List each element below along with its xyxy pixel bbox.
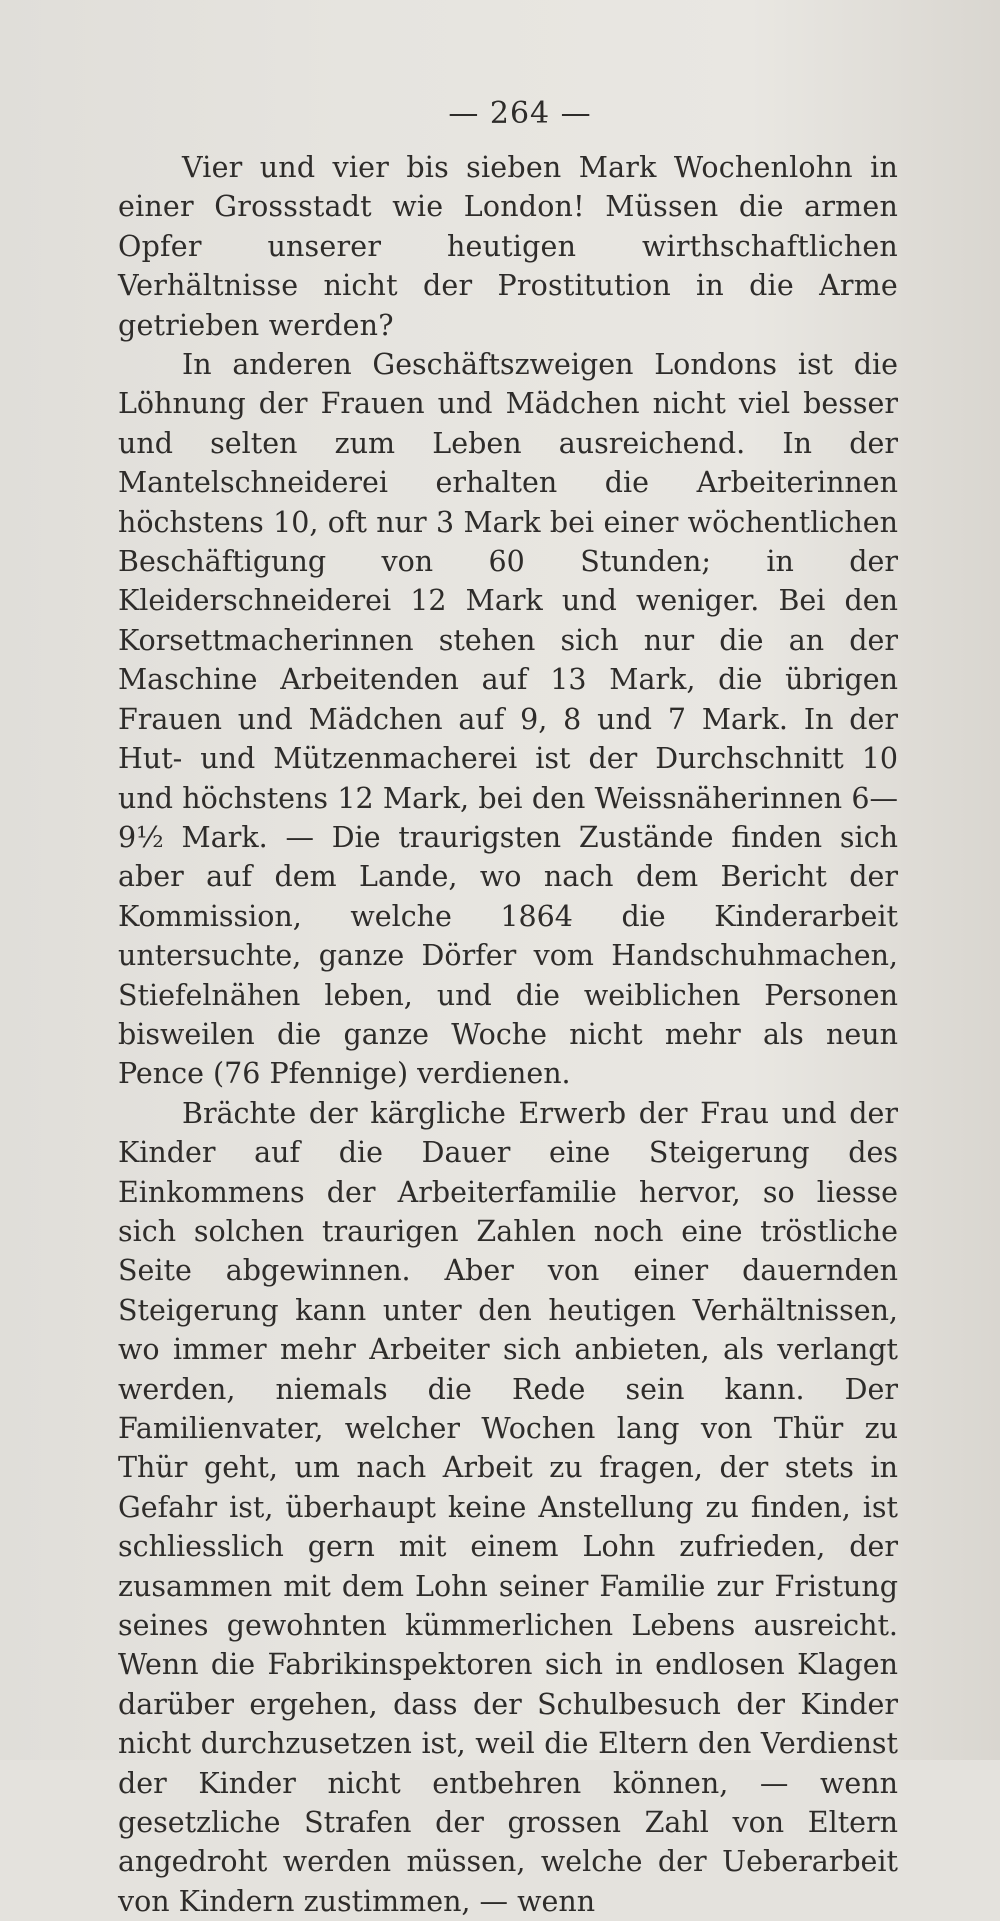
paragraph-1: Vier und vier bis sieben Mark Wochenlohn in einer Grossstadt wie London! Müssen die armen Opfer unserer heutigen wirthschaftlichen Verhältnisse nicht der Prostitution in die Arme getrieben werden?: [118, 151, 898, 342]
page-number: — 264 —: [448, 96, 592, 131]
body-text: [118, 148, 898, 1921]
paragraph-3: Brächte der kärgliche Erwerb der Frau und der Kinder auf die Dauer eine Steigerung des Einkommens der Arbeiterfamilie hervor, so liesse sich solchen traurigen Zahlen noch eine tröstliche Seite abgewinnen. Aber von einer dauernden Steigerung kann unter den heutigen Verhältnissen, wo immer mehr Arbeiter sich anbieten, als verlangt werden, niemals die Rede sein kann. Der Familienvater, welcher Wochen lang von Thür zu Thür geht, um nach Arbeit zu fragen, der stets in Gefahr ist, überhaupt keine Anstellung zu finden, ist schliesslich gern mit einem Lohn zufrieden, der zusammen mit dem Lohn seiner Familie zur Fristung seines gewohnten kümmerlichen Lebens ausreicht. Wenn die Fabrikinspektoren sich in endlosen Klagen darüber ergehen, dass der Schulbesuch der Kinder nicht durchzusetzen ist, weil die Eltern den Verdienst der Kinder nicht entbehren können, — wenn gesetzliche Strafen der grossen Zahl von Eltern angedroht werden müssen, welche der Ueberarbeit von Kindern zustimmen, — wenn: [118, 1096, 898, 1918]
paragraph-2: In anderen Geschäftszweigen Londons ist die Löhnung der Frauen und Mädchen nicht viel besser und selten zum Leben ausreichend. In der Mantelschneiderei erhalten die Arbeiterinnen höchstens 10, oft nur 3 Mark bei einer wöchentlichen Beschäftigung von 60 Stunden; in der Kleiderschneiderei 12 Mark und weniger. Bei den Korsettmacherinnen stehen sich nur die an der Maschine Arbeitenden auf 13 Mark, die übrigen Frauen und Mädchen auf 9, 8 und 7 Mark. In der Hut- und Mützenmacherei ist der Durchschnitt 10 und höchstens 12 Mark, bei den Weissnäherinnen 6—9½ Mark. — Die traurigsten Zustände finden sich aber auf dem Lande, wo nach dem Bericht der Kommission, welche 1864 die Kinderarbeit untersuchte, ganze Dörfer vom Handschuhmachen, Stiefelnähen leben, und die weiblichen Personen bisweilen die ganze Woche nicht mehr als neun Pence (76 Pfennige) verdienen.: [118, 348, 898, 1091]
